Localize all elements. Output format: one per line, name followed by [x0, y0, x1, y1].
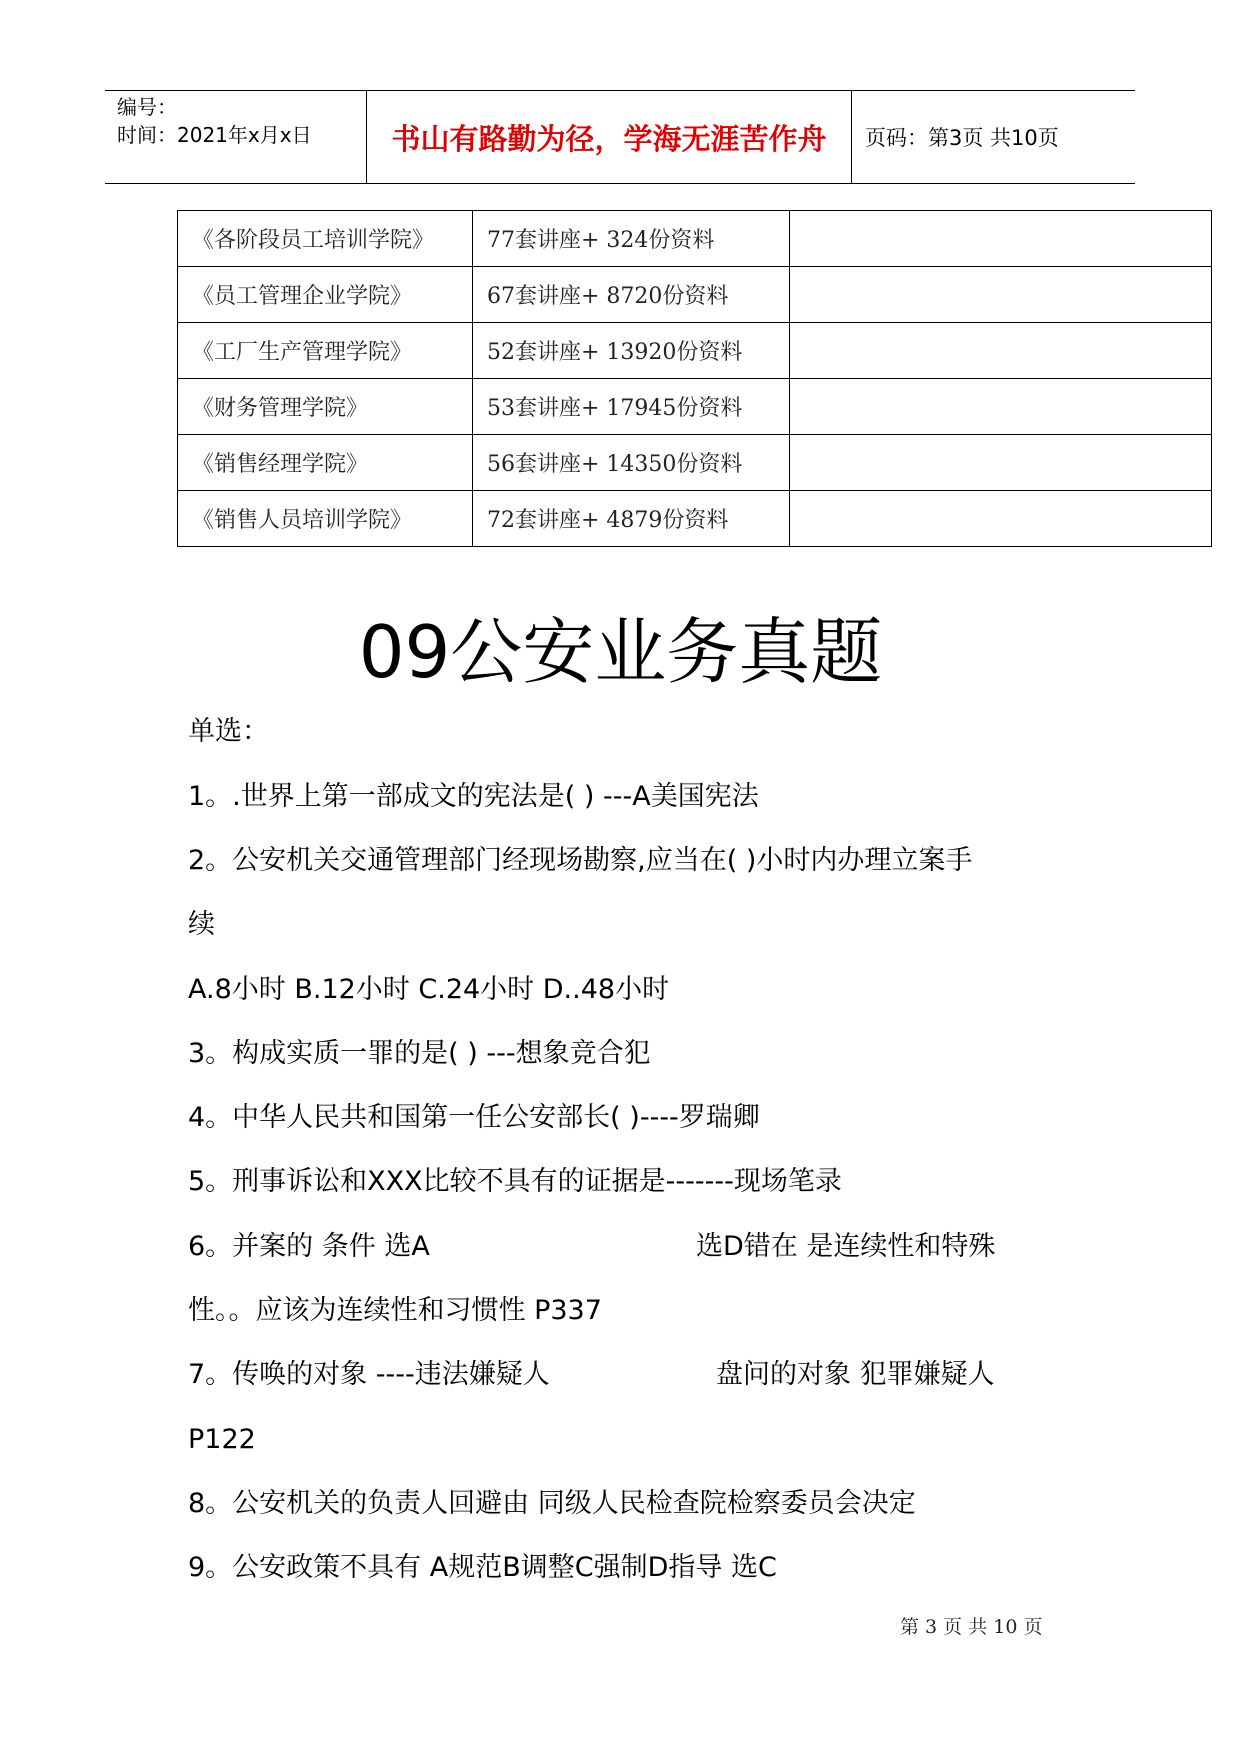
course-content-cell: 52套讲座+ 13920份资料 — [473, 323, 790, 379]
course-name-cell: 《财务管理学院》 — [178, 379, 473, 435]
table-row — [178, 491, 1212, 547]
course-content-cell: 67套讲座+ 8720份资料 — [473, 267, 790, 323]
header-page-indicator: 页码：第3页 共10页 — [865, 126, 1059, 150]
question-line: 4。中华人民共和国第一任公安部长( )----罗瑞卿 — [188, 1102, 760, 1133]
course-content-cell: 53套讲座+ 17945份资料 — [473, 379, 790, 435]
course-name-cell: 《员工管理企业学院》 — [178, 267, 473, 323]
course-name-cell: 《销售人员培训学院》 — [178, 491, 473, 547]
question-line: 9。公安政策不具有 A规范B调整C强制D指导 选C — [188, 1552, 777, 1583]
header-divider — [851, 91, 852, 183]
question-line: 7。传唤的对象 ----违法嫌疑人 — [188, 1359, 550, 1390]
empty-cell — [790, 491, 1212, 547]
question-line: 2。公安机关交通管理部门经现场勘察,应当在( )小时内办理立案手 — [188, 845, 973, 876]
question-line: P122 — [188, 1424, 256, 1455]
course-content-cell: 56套讲座+ 14350份资料 — [473, 435, 790, 491]
document-number-label: 编号： — [117, 95, 177, 119]
courses-table-body — [178, 211, 1212, 547]
question-line-right: 选D错在 是连续性和特殊 — [696, 1231, 996, 1262]
question-line-right: 盘问的对象 犯罪嫌疑人 — [716, 1359, 995, 1390]
header-meta — [117, 93, 367, 149]
course-content-cell: 72套讲座+ 4879份资料 — [473, 491, 790, 547]
question-line: 续 — [188, 909, 215, 940]
question-line: 6。并案的 条件 选A — [188, 1231, 430, 1262]
course-name-cell: 《各阶段员工培训学院》 — [178, 211, 473, 267]
course-content-cell: 77套讲座+ 324份资料 — [473, 211, 790, 267]
empty-cell — [790, 435, 1212, 491]
page-header — [105, 90, 1135, 184]
header-motto: 书山有路勤为径，学海无涯苦作舟 — [391, 121, 827, 156]
answer-options: A.8小时 B.12小时 C.24小时 D..48小时 — [188, 974, 670, 1005]
empty-cell — [790, 211, 1212, 267]
question-line: 3。构成实质一罪的是( ) ---想象竞合犯 — [188, 1038, 651, 1069]
table-row — [178, 323, 1212, 379]
question-line: 5。刑事诉讼和XXX比较不具有的证据是-------现场笔录 — [188, 1166, 842, 1197]
course-name-cell: 《工厂生产管理学院》 — [178, 323, 473, 379]
question-line: 1。.世界上第一部成文的宪法是( ) ---A美国宪法 — [188, 781, 759, 812]
course-name-cell: 《销售经理学院》 — [178, 435, 473, 491]
page-footer: 第 3 页 共 10 页 — [900, 1616, 1043, 1638]
empty-cell — [790, 379, 1212, 435]
section-label: 单选： — [188, 716, 269, 747]
question-line: 8。公安机关的负责人回避由 同级人民检查院检察委员会决定 — [188, 1488, 916, 1519]
table-row — [178, 211, 1212, 267]
question-line: 性。。应该为连续性和习惯性 P337 — [188, 1295, 602, 1326]
courses-table — [177, 210, 1212, 547]
table-row — [178, 435, 1212, 491]
table-row — [178, 267, 1212, 323]
empty-cell — [790, 323, 1212, 379]
document-time-label: 时间：2021年x月x日 — [117, 123, 312, 147]
table-row — [178, 379, 1212, 435]
page-title: 09公安业务真题 — [358, 610, 883, 694]
empty-cell — [790, 267, 1212, 323]
